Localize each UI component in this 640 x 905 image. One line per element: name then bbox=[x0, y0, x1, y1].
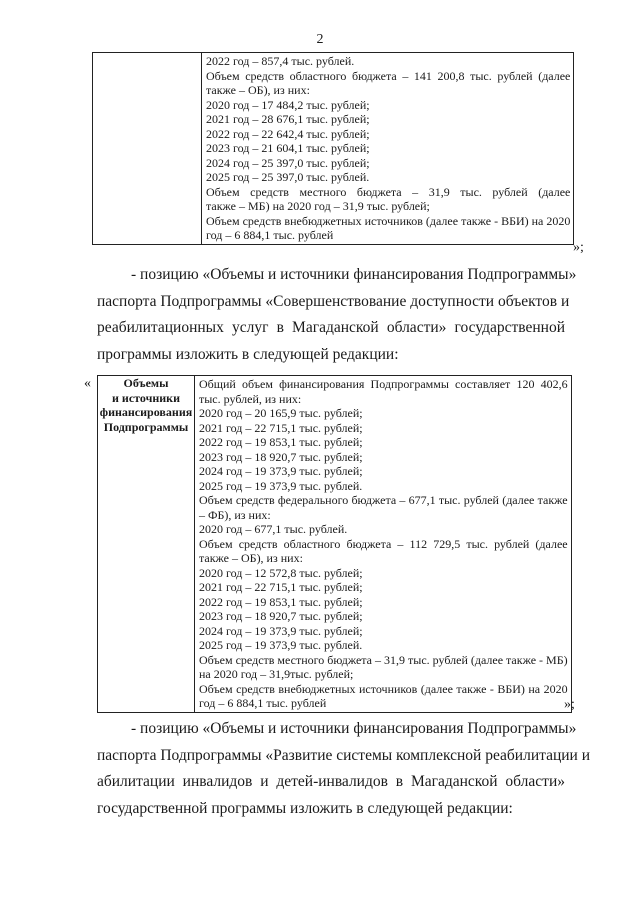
funding-table bbox=[97, 375, 572, 713]
funding-label-cell bbox=[98, 376, 195, 713]
table2-line: 2024 год – 19 373,9 тыс. рублей; bbox=[199, 623, 363, 638]
opening-quote: « bbox=[84, 376, 91, 391]
table1-line: 2023 год – 21 604,1 тыс. рублей; bbox=[206, 141, 370, 155]
label-line: финансирования bbox=[99, 405, 193, 419]
paragraph-line: - позицию «Объемы и источники финансирования Подпрограммы» bbox=[131, 266, 577, 283]
table1-line: 2021 год – 28 676,1 тыс. рублей; bbox=[206, 112, 370, 126]
paragraph-line: реабилитационных услуг в Магаданской области» государственной bbox=[97, 319, 565, 336]
table2-line: Объем средств внебюджетных источников (далее также - ВБИ) на 2020 bbox=[199, 681, 568, 696]
funding-table-continued bbox=[92, 52, 574, 245]
label-line: Подпрограммы bbox=[103, 419, 189, 434]
table1-line: 2024 год – 25 397,0 тыс. рублей; bbox=[206, 155, 370, 170]
table2-line: 2023 год – 18 920,7 тыс. рублей; bbox=[199, 609, 363, 623]
table2-line: 2021 год – 22 715,1 тыс. рублей; bbox=[199, 420, 363, 435]
table1-line: 2025 год – 25 397,0 тыс. рублей. bbox=[206, 170, 370, 184]
paragraph-line: - позицию «Объемы и источники финансирования Подпрограммы» bbox=[131, 720, 577, 737]
paragraph-line: паспорта Подпрограммы «Развитие системы комплексной реабилитации и bbox=[97, 746, 591, 764]
table2-line: также – ОБ), из них: bbox=[199, 551, 303, 565]
paragraph-line: программы изложить в следующей редакции: bbox=[97, 345, 399, 363]
table2-line: год – 6 884,1 тыс. рублей bbox=[199, 696, 327, 710]
table1-line: также – МБ) на 2020 год – 31,9 тыс. рублей; bbox=[206, 199, 430, 213]
table2-line: Общий объем финансирования Подпрограммы составляет 120 402,6 bbox=[199, 377, 568, 391]
table1-line: Объем средств местного бюджета – 31,9 тыс. рублей (далее bbox=[206, 184, 571, 199]
table2-line: 2025 год – 19 373,9 тыс. рублей. bbox=[199, 638, 363, 652]
label-line: Объемы bbox=[123, 376, 169, 390]
table2-line: 2025 год – 19 373,9 тыс. рублей. bbox=[199, 478, 363, 493]
label-line: и источники bbox=[111, 390, 180, 405]
table1-line: 2020 год – 17 484,2 тыс. рублей; bbox=[206, 97, 370, 112]
paragraph-line: абилитации инвалидов и детей-инвалидов в Магаданской области» bbox=[97, 773, 565, 790]
paragraph-accessibility-subprogram bbox=[97, 262, 577, 368]
table1-line: Объем средств внебюджетных источников (далее также - ВБИ) на 2020 bbox=[206, 213, 571, 228]
table2-line: 2020 год – 677,1 тыс. рублей. bbox=[199, 522, 348, 536]
table2-line: тыс. рублей, из них: bbox=[199, 391, 302, 406]
table2-line: 2022 год – 19 853,1 тыс. рублей; bbox=[199, 435, 363, 449]
table2-line: 2023 год – 18 920,7 тыс. рублей; bbox=[199, 449, 363, 464]
table2-line: 2024 год – 19 373,9 тыс. рублей; bbox=[199, 464, 363, 478]
paragraph-line: государственной программы изложить в следующей редакции: bbox=[97, 799, 513, 817]
table1-line: 2022 год – 857,4 тыс. рублей. bbox=[206, 54, 355, 68]
page-number: 2 bbox=[316, 32, 324, 47]
paragraph-rehabilitation-subprogram bbox=[97, 716, 591, 822]
closing-quote: »; bbox=[573, 240, 584, 255]
table2-line: Объем средств областного бюджета – 112 729,5 тыс. рублей (далее bbox=[199, 536, 568, 551]
table1-line: также – ОБ), из них: bbox=[206, 83, 310, 97]
table2-line: на 2020 год – 31,9тыс. рублей; bbox=[199, 667, 354, 681]
table2-line: Объем средств федерального бюджета – 677,1 тыс. рублей (далее также bbox=[199, 493, 568, 507]
table2-line: 2020 год – 20 165,9 тыс. рублей; bbox=[199, 406, 363, 420]
funding-values-cell bbox=[202, 53, 574, 245]
table1-line: Объем средств областного бюджета – 141 200,8 тыс. рублей (далее bbox=[206, 68, 571, 83]
closing-quote: »; bbox=[564, 697, 575, 712]
table1-line: год – 6 884,1 тыс. рублей bbox=[206, 228, 334, 242]
table2-line: 2021 год – 22 715,1 тыс. рублей; bbox=[199, 580, 363, 594]
table2-line: 2020 год – 12 572,8 тыс. рублей; bbox=[199, 565, 363, 580]
table2-line: 2022 год – 19 853,1 тыс. рублей; bbox=[199, 594, 363, 609]
table2-line: Объем средств местного бюджета – 31,9 тыс. рублей (далее также - МБ) bbox=[199, 652, 568, 667]
table1-line: 2022 год – 22 642,4 тыс. рублей; bbox=[206, 126, 370, 141]
funding-values-cell bbox=[195, 376, 572, 713]
paragraph-line: паспорта Подпрограммы «Совершенствование доступности объектов и bbox=[97, 292, 570, 310]
label-cell-empty bbox=[93, 53, 202, 245]
table2-line: – ФБ), из них: bbox=[199, 507, 271, 522]
